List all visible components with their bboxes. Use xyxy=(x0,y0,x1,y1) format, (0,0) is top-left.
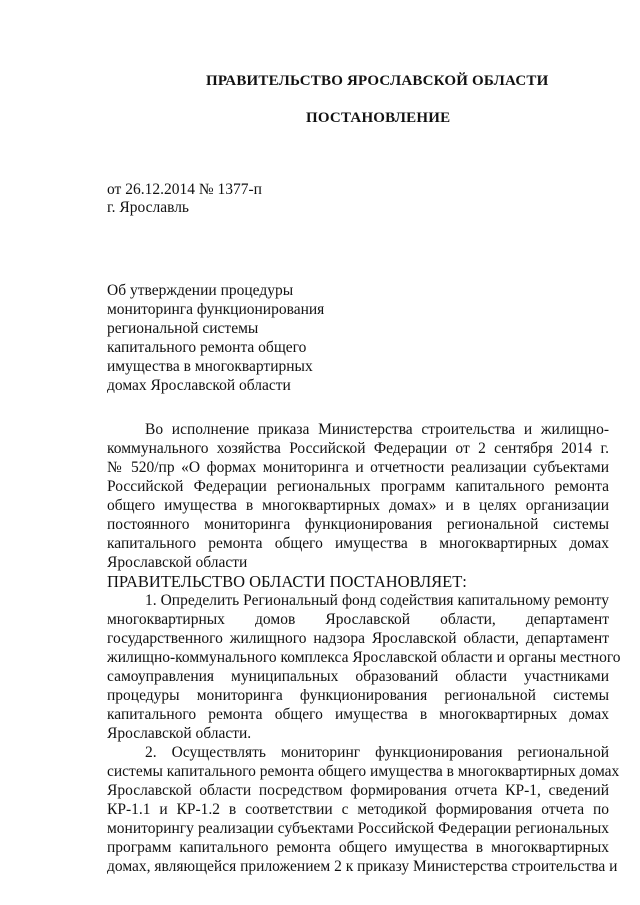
item1-line: самоуправления муниципальных образований области участниками xyxy=(107,668,609,685)
document-type: ПОСТАНОВЛЕНИЕ xyxy=(306,110,451,126)
item1-line: Ярославской области. xyxy=(107,725,252,742)
document-subject xyxy=(107,281,324,395)
item2-line: КР-1.1 и КР-1.2 в соответствии с методикой формирования отчета по xyxy=(107,801,609,818)
item2-line: системы капитального ремонта общего имущества в многоквартирных домах xyxy=(107,763,620,780)
preamble-line: капитального ремонта общего имущества в многоквартирных домах xyxy=(107,535,609,552)
preamble-line: № 520/пр «О формах мониторинга и отчетности реализации субъектами xyxy=(107,459,609,476)
item2-line: домах, являющейся приложением 2 к приказу Министерства строительства и xyxy=(107,858,618,875)
subject-line: капитального ремонта общего xyxy=(107,339,307,356)
subject-line: Об утверждении процедуры xyxy=(107,282,294,299)
resolution-heading: ПРАВИТЕЛЬСТВО ОБЛАСТИ ПОСТАНОВЛЯЕТ: xyxy=(107,572,467,591)
item1-line: жилищно-коммунального комплекса Ярославской области и органы местного xyxy=(107,649,621,666)
government-title: ПРАВИТЕЛЬСТВО ЯРОСЛАВСКОЙ ОБЛАСТИ xyxy=(206,73,549,89)
item1-line: капитального ремонта общего имущества в многоквартирных домах xyxy=(107,706,609,723)
preamble-line: Ярославской области xyxy=(107,554,248,571)
city: г. Ярославль xyxy=(107,199,189,216)
item1-line: 1. Определить Региональный фонд содействия капитальному ремонту xyxy=(145,592,609,609)
preamble-line: Во исполнение приказа Министерства строительства и жилищно- xyxy=(145,421,609,438)
item2-line: Ярославской области посредством формирования отчета КР-1, сведений xyxy=(107,782,609,799)
subject-line: мониторинга функционирования xyxy=(107,301,325,318)
item1-line: процедуры мониторинга функционирования региональной системы xyxy=(107,687,609,704)
item1-line: многоквартирных домов Ярославской области, департамент xyxy=(107,611,609,628)
item2-line: программ капитального ремонта общего имущества в многоквартирных xyxy=(107,839,609,856)
preamble-paragraph xyxy=(107,420,621,876)
preamble-line: Российской Федерации региональных программ капитального ремонта xyxy=(107,478,609,495)
subject-line: домах Ярославской области xyxy=(107,377,291,394)
subject-line: региональной системы xyxy=(107,320,259,337)
subject-line: имущества в многоквартирных xyxy=(107,358,313,375)
item2-line: 2. Осуществлять мониторинг функционирования региональной xyxy=(145,744,609,761)
item1-line: государственного жилищного надзора Ярославской области, департамент xyxy=(107,630,609,647)
preamble-line: коммунального хозяйства Российской Федерации от 2 сентября 2014 г. xyxy=(107,440,609,457)
item2-line: мониторингу реализации субъектами Российской Федерации региональных xyxy=(107,820,609,837)
date-number: от 26.12.2014 № 1377-п xyxy=(107,181,262,198)
preamble-line: постоянного мониторинга функционирования региональной системы xyxy=(107,516,609,533)
preamble-line: общего имущества в многоквартирных домах» и в целях организации xyxy=(107,497,609,514)
